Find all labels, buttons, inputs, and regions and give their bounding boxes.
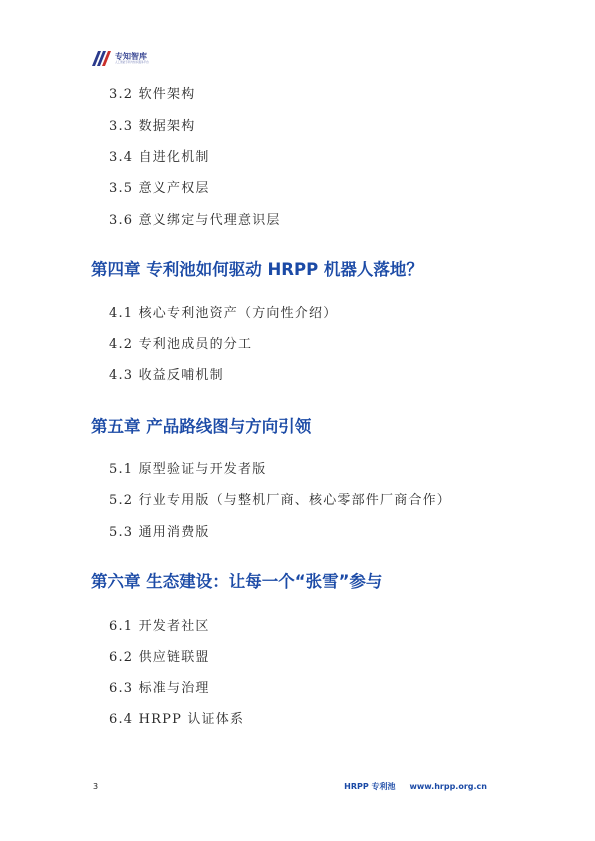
toc-item: 6.4 HRPP 认证体系 — [109, 712, 245, 727]
footer-url: www.hrpp.org.cn — [409, 782, 487, 791]
toc-item: 3.6 意义绑定与代理意识层 — [109, 213, 281, 228]
logo-subtitle: 人工智能专利与知识服务平台 — [115, 61, 149, 64]
toc-item: 6.3 标准与治理 — [109, 681, 210, 696]
toc-item: 4.3 收益反哺机制 — [109, 368, 224, 383]
page-number: 3 — [93, 782, 99, 791]
toc-item: 4.2 专利池成员的分工 — [109, 337, 253, 352]
footer-org: HRPP 专利池 — [344, 782, 396, 791]
logo-title: 专知智库 — [115, 52, 147, 61]
chapter-heading: 第六章 生态建设：让每一个“张雪”参与 — [91, 572, 383, 591]
toc-item: 3.3 数据架构 — [109, 119, 196, 134]
toc-item: 3.2 软件架构 — [109, 87, 196, 102]
toc-item: 4.1 核心专利池资产（方向性介绍） — [109, 306, 338, 321]
toc-item: 5.2 行业专用版（与整机厂商、核心零部件厂商合作） — [109, 493, 452, 508]
toc-item: 3.4 自进化机制 — [109, 150, 210, 165]
toc-item: 6.1 开发者社区 — [109, 619, 210, 634]
header-logo — [92, 51, 149, 66]
chapter-heading: 第四章 专利池如何驱动 HRPP 机器人落地？ — [91, 260, 423, 279]
logo-icon — [92, 51, 112, 66]
chapter-heading: 第五章 产品路线图与方向引领 — [91, 417, 312, 436]
toc-item: 5.3 通用消费版 — [109, 525, 210, 540]
toc-item: 3.5 意义产权层 — [109, 181, 210, 196]
footer-info — [344, 781, 487, 792]
toc-item: 6.2 供应链联盟 — [109, 650, 210, 665]
toc-item: 5.1 原型验证与开发者版 — [109, 462, 267, 477]
